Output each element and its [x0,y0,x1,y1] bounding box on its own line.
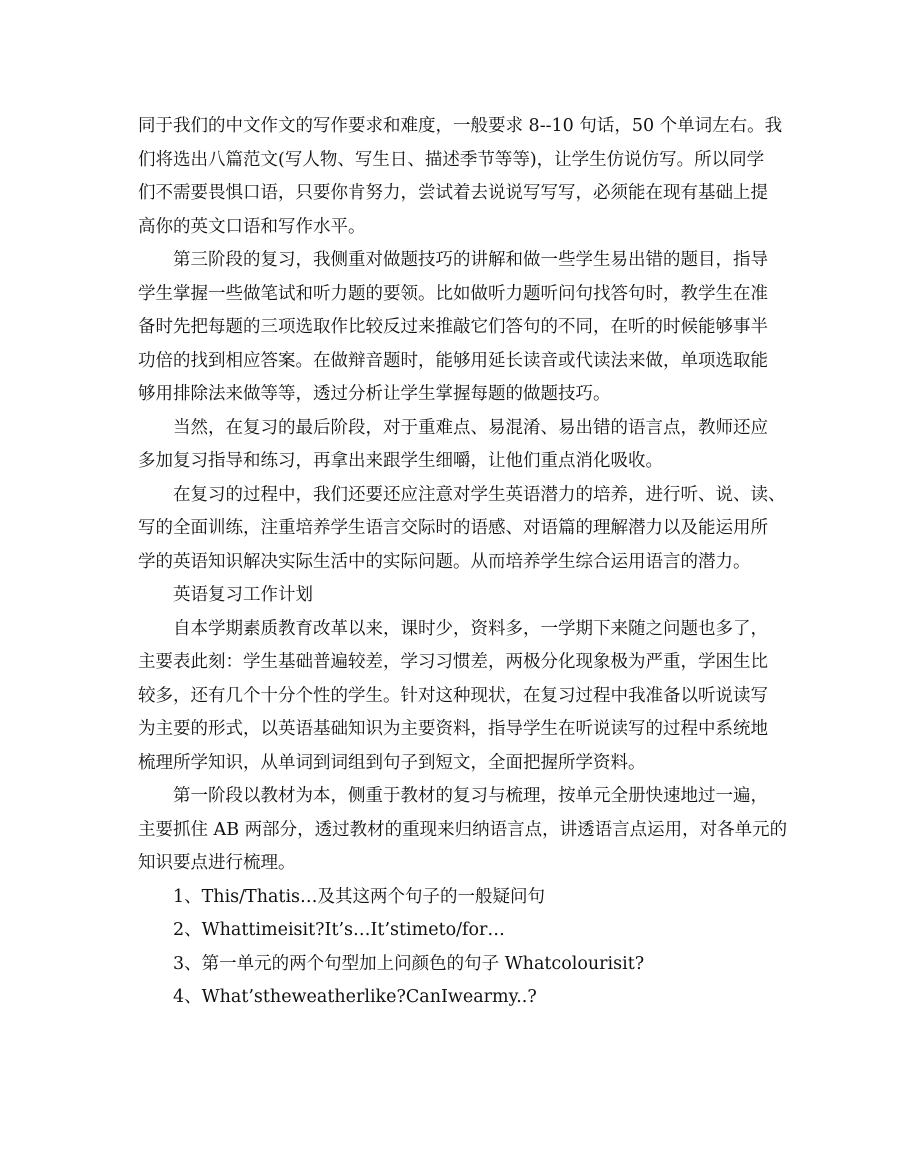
text-line: 们不需要畏惧口语，只要你肯努力，尝试着去说说写写写，必须能在现有基础上提 [138,183,768,203]
document-page [138,110,788,1015]
text-line: 在复习的过程中，我们还要还应注意对学生英语潜力的培养，进行听、说、读、 [173,484,786,505]
text-line: 够用排除法来做等等，透过分析让学生掌握每题的做题技巧。 [138,384,611,404]
text-line: 当然，在复习的最后阶段，对于重难点、易混淆、易出错的语言点，教师还应 [173,417,768,438]
list-item-text: 4、What’stheweatherlike?CanIwearmy..? [173,987,537,1007]
text-line: 知识要点进行梳理。 [138,853,296,873]
paragraph [138,780,788,881]
text-line: 高你的英文口语和写作水平。 [138,216,366,237]
paragraph [138,479,788,580]
text-line: 学的英语知识解决实际生活中的实际问题。从而培养学生综合运用语言的潜力。 [138,551,751,572]
section-heading [138,579,788,613]
list-item-text: 1、This/Thatis…及其这两个句子的一般疑问句 [173,886,546,907]
list-item-text: 3、第一单元的两个句型加上问颜色的句子 Whatcolourisit? [173,953,645,974]
paragraph [138,110,788,244]
section-heading-text: 英语复习工作计划 [173,585,313,605]
list-item [138,881,788,915]
text-line: 较多，还有几个十分个性的学生。针对这种现状，在复习过程中我准备以听说读写 [138,685,768,706]
list-item-text: 2、Whattimeisit?It’s…It’stimeto/for… [173,920,505,940]
paragraph [138,244,788,412]
text-line: 同于我们的中文作文的写作要求和难度，一般要求 8--10 句话，50 个单词左右。我 [138,116,783,136]
text-line: 为主要的形式，以英语基础知识为主要资料，指导学生在听说读写的过程中系统地 [138,719,768,739]
text-line: 主要表此刻：学生基础普遍较差，学习习惯差，两极分化现象极为严重，学困生比 [138,652,768,672]
text-line: 写的全面训练，注重培养学生语言交际时的语感、对语篇的理解潜力以及能运用所 [138,518,768,538]
text-line: 自本学期素质教育改革以来，课时少，资料多，一学期下来随之问题也多了， [173,618,768,639]
text-line: 功倍的找到相应答案。在做辩音题时，能够用延长读音或代读法来做，单项选取能 [138,350,768,371]
text-line: 梳理所学知识，从单词到词组到句子到短文，全面把握所学资料。 [138,752,646,773]
text-line: 第一阶段以教材为本，侧重于教材的复习与梳理，按单元全册快速地过一遍， [173,786,768,806]
list-item [138,981,788,1015]
paragraph [138,613,788,781]
list-item [138,948,788,982]
text-line: 第三阶段的复习，我侧重对做题技巧的讲解和做一些学生易出错的题目，指导 [173,250,768,270]
list-item [138,914,788,948]
paragraph [138,412,788,479]
text-line: 多加复习指导和练习，再拿出来跟学生细嚼，让他们重点消化吸收。 [138,451,663,471]
text-line: 们将选出八篇范文(写人物、写生日、描述季节等等)，让学生仿说仿写。所以同学 [138,149,765,170]
text-line: 备时先把每题的三项选取作比较反过来推敲它们答句的不同，在听的时候能够事半 [138,317,768,337]
text-line: 学生掌握一些做笔试和听力题的要领。比如做听力题听问句找答句时，教学生在准 [138,283,768,304]
text-line: 主要抓住 AB 两部分，透过教材的重现来归纳语言点，讲透语言点运用，对各单元的 [138,819,788,840]
